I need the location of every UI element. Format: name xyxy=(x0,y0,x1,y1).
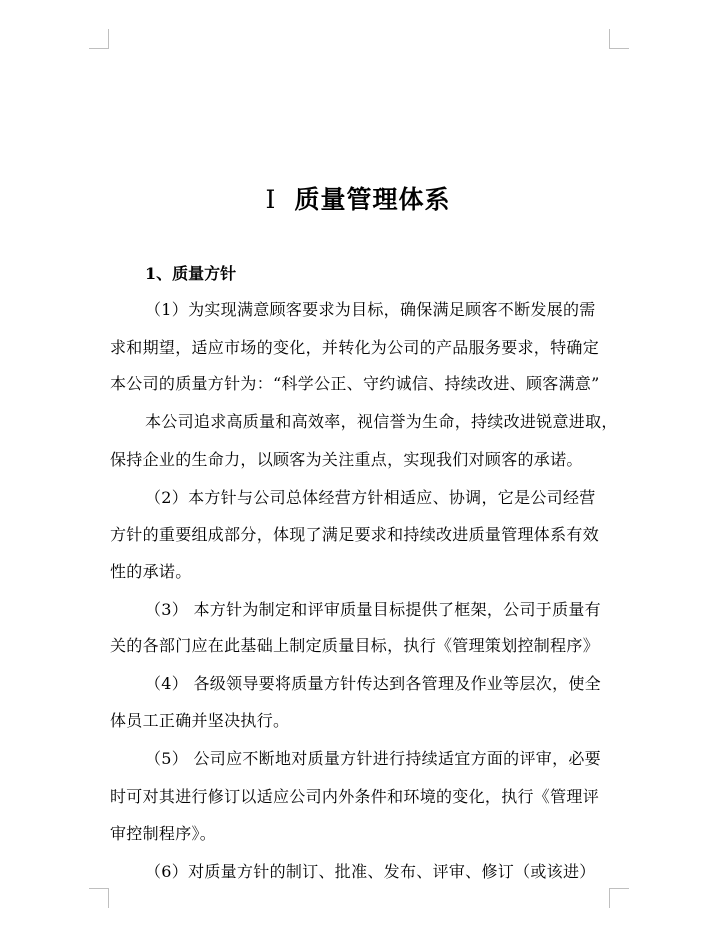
title-number: I xyxy=(265,185,277,214)
crop-mark-bottom-left-v xyxy=(108,888,109,908)
body-line-12: 体员工正确并坚决执行。 xyxy=(110,711,290,730)
body-line-15: 审控制程序》。 xyxy=(110,824,217,843)
crop-mark-top-left-h xyxy=(89,48,109,49)
crop-mark-bottom-right-v xyxy=(609,888,610,908)
crop-mark-bottom-left-h xyxy=(89,888,109,889)
title-text: 质量管理体系 xyxy=(294,185,451,214)
body-line-1: （1）为实现满意顾客要求为目标，确保满足顾客不断发展的需 xyxy=(145,300,596,319)
crop-mark-top-left-v xyxy=(108,29,109,49)
body-line-2: 求和期望，适应市场的变化，并转化为公司的产品服务要求，特确定 xyxy=(110,338,600,357)
body-line-10: 关的各部门应在此基础上制定质量目标，执行《管理策划控制程序》 xyxy=(110,636,600,655)
body-line-11: （4） 各级领导要将质量方针传达到各管理及作业等层次，使全 xyxy=(145,674,601,693)
body-line-6: （2）本方针与公司总体经营方针相适应、协调，它是公司经营 xyxy=(145,488,596,507)
body-line-13: （5） 公司应不断地对质量方针进行持续适宜方面的评审，必要 xyxy=(145,749,601,768)
body-line-7: 方针的重要组成部分，体现了满足要求和持续改进质量管理体系有效 xyxy=(110,525,600,544)
section-heading: 1、质量方针 xyxy=(145,264,237,283)
body-line-3: 本公司的质量方针为：“科学公正、守约诚信、持续改进、顾客满意” xyxy=(110,374,600,393)
crop-mark-top-right-v xyxy=(609,29,610,49)
page-title xyxy=(0,182,716,218)
crop-mark-top-right-h xyxy=(609,48,629,49)
body-line-4: 本公司追求高质量和高效率，视信誉为生命，持续改进锐意进取， xyxy=(145,412,618,431)
body-line-9: （3） 本方针为制定和评审质量目标提供了框架，公司于质量有 xyxy=(145,600,601,619)
body-line-8: 性的承诺。 xyxy=(110,562,192,581)
body-line-16: （6）对质量方针的制订、批准、发布、评审、修订（或该进） xyxy=(145,862,596,881)
body-line-14: 时可对其进行修订以适应公司内外条件和环境的变化，执行《管理评 xyxy=(110,787,600,806)
body-line-5: 保持企业的生命力，以顾客为关注重点，实现我们对顾客的承诺。 xyxy=(110,450,583,469)
crop-mark-bottom-right-h xyxy=(609,888,629,889)
